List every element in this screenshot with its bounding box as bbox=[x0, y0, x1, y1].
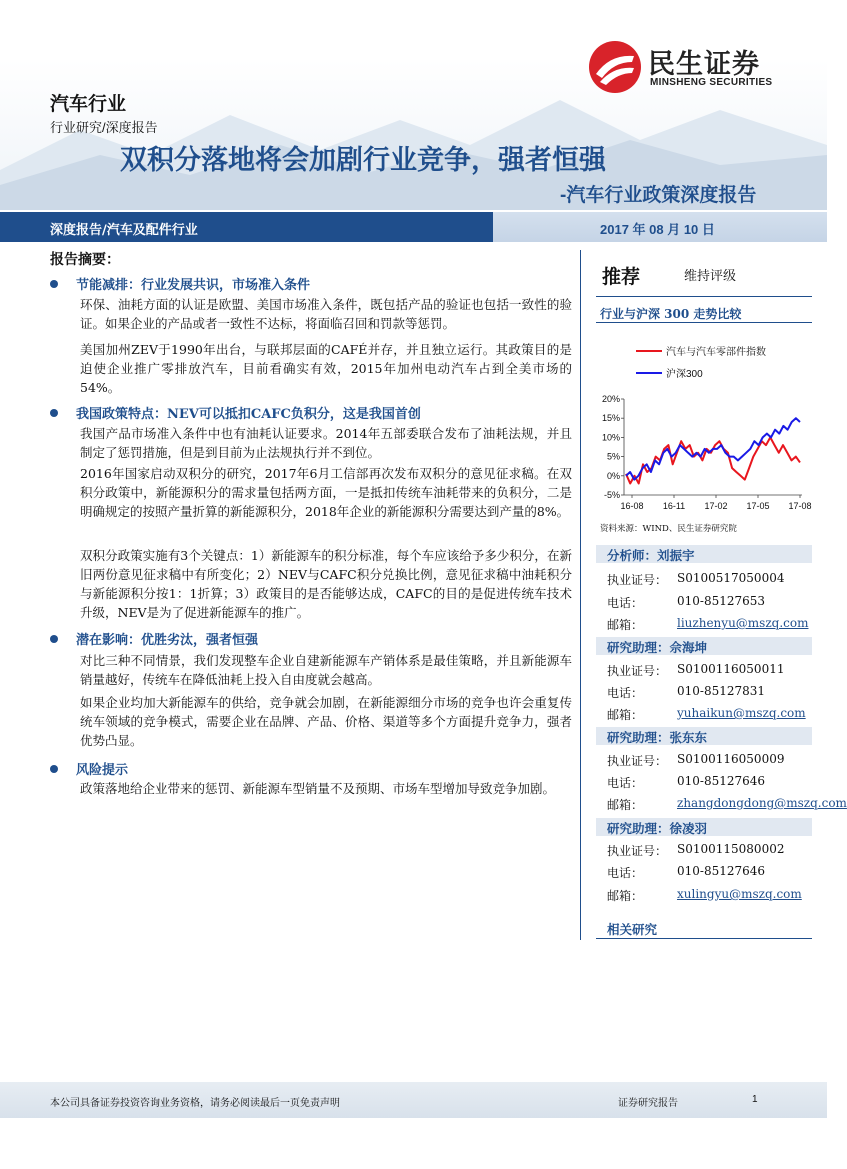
summary-paragraph: 对比三种不同情景，我们发现整车企业自建新能源车产销体系是最佳策略，并且新能源车销量越好，传统车在降低油耗上投入自由度就会越高。 bbox=[80, 653, 572, 687]
footer-doc-type: 证券研究报告 bbox=[618, 1098, 678, 1109]
industry-label: 汽车行业 bbox=[50, 94, 127, 115]
mail-label: 邮箱： bbox=[607, 618, 644, 632]
legend-label-1: 沪深300 bbox=[666, 369, 703, 380]
contact-role: 研究助理：徐凌羽 bbox=[607, 821, 708, 836]
related-research-title: 相关研究 bbox=[607, 922, 658, 937]
y-tick-label: 20% bbox=[601, 394, 620, 404]
x-tick-label: 16-11 bbox=[662, 501, 686, 511]
summary-paragraph: 环保、油耗方面的认证是欧盟、美国市场准入条件，既包括产品的验证也包括一致性的验证。如果企业的产品或者一致性不达标，将面临召回和罚款等惩罚。 bbox=[80, 297, 572, 331]
cert-label: 执业证号： bbox=[607, 844, 668, 858]
summary-paragraph: 我国产品市场准入条件中也有油耗认证要求。2014年五部委联合发布了油耗法规，并且制定了惩罚措施，但是到目前为止法规执行并不到位。 bbox=[80, 426, 572, 460]
chart-title: 行业与沪深 300 走势比较 bbox=[600, 307, 742, 321]
section-heading-text: 潜在影响：优胜劣汰，强者恒强 bbox=[76, 633, 259, 648]
bullet-icon bbox=[50, 409, 58, 417]
contact-role: 研究助理：佘海坤 bbox=[607, 640, 708, 655]
section-heading-text: 风险提示 bbox=[76, 763, 129, 778]
tel-number: 010-85127646 bbox=[677, 774, 766, 788]
category-label: 深度报告/汽车及配件行业 bbox=[50, 223, 198, 238]
tel-label: 电话： bbox=[607, 596, 644, 610]
tel-number: 010-85127646 bbox=[677, 864, 766, 878]
series-line-1 bbox=[626, 418, 800, 479]
divider bbox=[596, 296, 812, 297]
y-tick-label: -5% bbox=[603, 490, 620, 500]
section-heading bbox=[50, 759, 128, 778]
summary-paragraph: 美国加州ZEV于1990年出台，与联邦层面的CAFÉ并存，并且独立运行。其政策目的是迫使企业推广零排放汽车，目前看确实有效，2015年加州电动汽车占到全美市场的54%。 bbox=[80, 342, 572, 395]
brand-logo bbox=[588, 40, 788, 100]
cert-label: 执业证号： bbox=[607, 754, 668, 768]
page-title: 双积分落地将会加剧行业竞争，强者恒强 bbox=[120, 145, 606, 175]
y-tick-label: 15% bbox=[601, 413, 620, 424]
rating-label: 推荐 bbox=[602, 266, 641, 288]
trend-chart bbox=[596, 333, 816, 523]
cert-number: S0100115080002 bbox=[677, 842, 785, 856]
tel-label: 电话： bbox=[607, 866, 644, 880]
section-heading bbox=[50, 403, 421, 422]
cert-number: S0100116050011 bbox=[677, 662, 785, 676]
y-tick-label: 10% bbox=[601, 432, 620, 443]
cert-number: S0100116050009 bbox=[677, 752, 785, 766]
legend-label-0: 汽车与汽车零部件指数 bbox=[666, 347, 766, 358]
bullet-icon bbox=[50, 635, 58, 643]
section-heading-text: 节能减排：行业发展共识，市场准入条件 bbox=[76, 278, 311, 293]
report-date: 2017 年 08 月 10 日 bbox=[600, 222, 715, 237]
y-tick-label: 0% bbox=[606, 470, 620, 481]
x-tick-label: 17-08 bbox=[788, 501, 812, 511]
y-tick-label: 5% bbox=[606, 451, 620, 462]
email-link[interactable]: zhangdongdong@mszq.com bbox=[677, 796, 847, 810]
tel-number: 010-85127653 bbox=[677, 594, 766, 608]
tel-label: 电话： bbox=[607, 776, 644, 790]
page-subtitle: -汽车行业政策深度报告 bbox=[560, 185, 757, 206]
summary-paragraph: 双积分政策实施有3个关键点：1）新能源车的积分标准，每个车应该给予多少积分，在新旧两份意见征求稿中有所变化；2）NEV与CAFC积分兑换比例，意见征求稿中油耗积分与新能源积分按1：1折算；3）政策目的是否能够达成，CAFC的目的是促进传统车技术升级，NEV是为了促进新能源车的推广。 bbox=[80, 548, 572, 620]
chart-source: 资料来源：WIND、民生证券研究院 bbox=[600, 524, 737, 534]
series-line-0 bbox=[626, 437, 800, 483]
column-divider bbox=[580, 250, 581, 940]
divider bbox=[596, 938, 812, 939]
footer-disclaimer: 本公司具备证券投资咨询业务资格，请务必阅读最后一页免责声明 bbox=[50, 1098, 340, 1109]
section-heading-text: 我国政策特点：NEV可以抵扣CAFC负积分，这是我国首创 bbox=[76, 407, 421, 422]
report-type: 行业研究/深度报告 bbox=[50, 120, 158, 135]
summary-paragraph: 如果企业均加大新能源车的供给，竞争就会加剧，在新能源细分市场的竞争也许会重复传统车领域的竞争模式，需要企业在品牌、产品、价格、渠道等多个方面提升竞争力，强者优势凸显。 bbox=[80, 695, 572, 748]
email-link[interactable]: yuhaikun@mszq.com bbox=[677, 706, 806, 720]
contact-role: 研究助理：张东东 bbox=[607, 730, 708, 745]
mail-label: 邮箱： bbox=[607, 798, 644, 812]
email-link[interactable]: liuzhenyu@mszq.com bbox=[677, 616, 809, 630]
brand-name-en: MINSHENG SECURITIES bbox=[650, 77, 773, 88]
brand-name-cn: 民生证券 bbox=[648, 49, 760, 79]
summary-title: 报告摘要： bbox=[50, 252, 120, 268]
page-number: 1 bbox=[752, 1094, 758, 1105]
x-tick-label: 16-08 bbox=[620, 501, 644, 511]
summary-paragraph: 政策落地给企业带来的惩罚、新能源车型销量不及预期、市场车型增加导致竞争加剧。 bbox=[80, 781, 556, 796]
summary-paragraph: 2016年国家启动双积分的研究，2017年6月工信部再次发布双积分的意见征求稿。在双积分政策中，新能源积分的需求量包括两方面，一是抵扣传统车油耗带来的负积分，二是明确规定的按照产量折算的新能源积分，2018年企业的新能源积分需要达到产量的8%。 bbox=[80, 466, 572, 519]
tel-label: 电话： bbox=[607, 686, 644, 700]
x-tick-label: 17-05 bbox=[746, 501, 770, 511]
tel-number: 010-85127831 bbox=[677, 684, 766, 698]
mail-label: 邮箱： bbox=[607, 889, 644, 903]
cert-number: S0100517050004 bbox=[677, 571, 785, 585]
section-heading bbox=[50, 274, 310, 293]
cert-label: 执业证号： bbox=[607, 573, 668, 587]
brand-logo-mark-icon bbox=[588, 40, 642, 94]
cert-label: 执业证号： bbox=[607, 664, 668, 678]
contact-role: 分析师：刘振宇 bbox=[607, 548, 695, 563]
bullet-icon bbox=[50, 765, 58, 773]
rating-note: 维持评级 bbox=[684, 269, 737, 284]
section-heading bbox=[50, 629, 258, 648]
divider bbox=[596, 322, 812, 323]
email-link[interactable]: xulingyu@mszq.com bbox=[677, 887, 802, 901]
bullet-icon bbox=[50, 280, 58, 288]
x-tick-label: 17-02 bbox=[704, 501, 728, 511]
mail-label: 邮箱： bbox=[607, 708, 644, 722]
